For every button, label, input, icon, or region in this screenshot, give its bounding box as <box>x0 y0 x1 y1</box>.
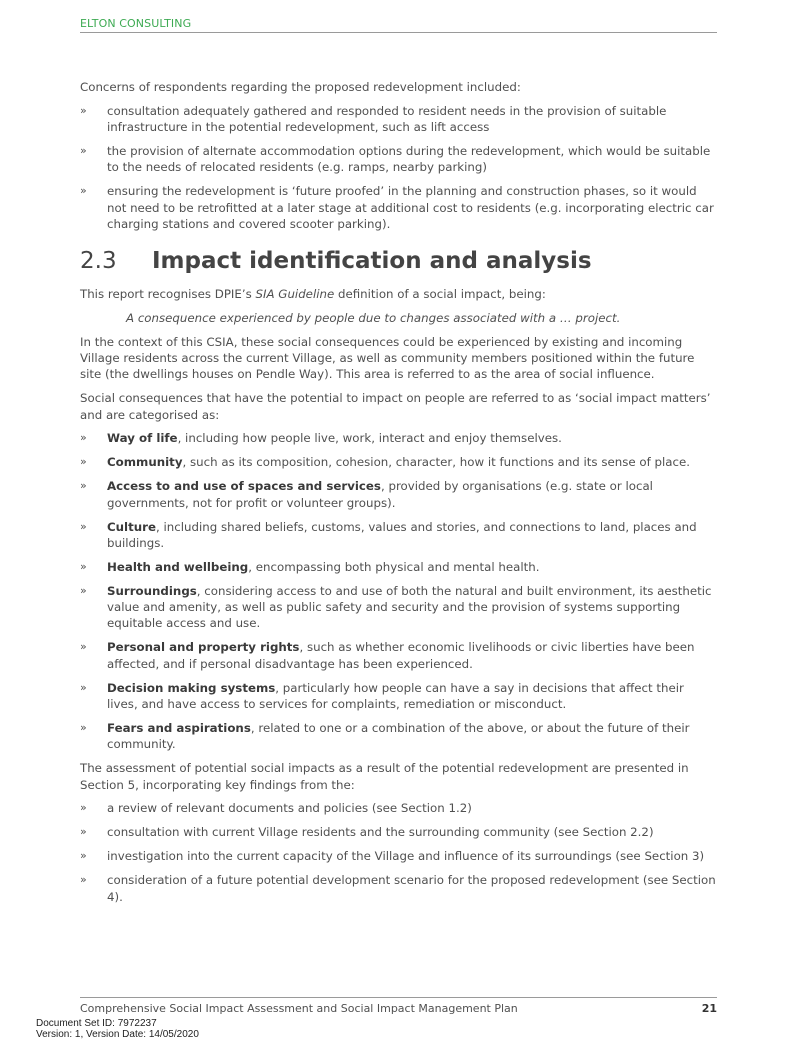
page-footer <box>80 997 717 1015</box>
section-heading <box>80 246 716 276</box>
list-item: » Decision making systems, particularly how people can have a say in decisions that affect their lives, and have access to services for complaints, remediation or misconduct. <box>80 680 684 711</box>
page-header <box>80 17 717 33</box>
page-number: 21 <box>701 1002 717 1015</box>
list-item: » Culture, including shared beliefs, customs, values and stories, and connections to land, places and buildings. <box>80 519 697 550</box>
bullet-icon: » <box>80 431 87 445</box>
list-item: » investigation into the current capacity of the Village and influence of its surroundings (see Section 3) <box>80 849 705 864</box>
categorised-paragraph: Social consequences that have the potential to impact on people are referred to as ‘social impact matters’ and are categorised as: <box>80 391 711 422</box>
bullet-icon: » <box>80 583 87 597</box>
list-item: » consultation with current Village residents and the surrounding community (see Section 2.2) <box>80 825 654 840</box>
concerns-list <box>80 103 716 232</box>
guideline-name: SIA Guideline <box>255 287 335 302</box>
definition-intro: This report recognises DPIE’s SIA Guideline definition of a social impact, being: <box>80 287 546 302</box>
bullet-icon: » <box>80 680 87 694</box>
bullet-icon: » <box>80 849 87 863</box>
list-item: » consideration of a future potential development scenario for the proposed redevelopment (see Section 4). <box>80 873 716 904</box>
bullet-icon: » <box>80 479 87 493</box>
concerns-intro: Concerns of respondents regarding the proposed redevelopment included: <box>80 80 521 94</box>
assessment-intro: The assessment of potential social impacts as a result of the potential redevelopment are presented in Section 5, incorporating key findings from the: <box>80 761 689 792</box>
bullet-icon: » <box>80 873 87 887</box>
list-item: » Surroundings, considering access to and use of both the natural and built environment, its aesthetic value and amenity, as well as public safety and security and the provision of systems supporting equitable access and use. <box>80 583 712 631</box>
list-item: » the provision of alternate accommodation options during the redevelopment, which would be suitable to the needs of relocated residents (e.g. ramps, nearby parking) <box>80 144 711 175</box>
list-item: » Health and wellbeing, encompassing both physical and mental health. <box>80 559 540 574</box>
bullet-icon: » <box>80 103 87 117</box>
list-item: » Access to and use of spaces and services, provided by organisations (e.g. state or local governments, not for profit or volunteer groups). <box>80 479 653 510</box>
list-item: » ensuring the redevelopment is ‘future proofed’ in the planning and construction phases, so it would not need to be retrofitted at a later stage at additional cost to residents (e.g. incorporating electric car charging stations and covered scooter parking). <box>80 184 714 231</box>
bullet-icon: » <box>80 184 87 198</box>
bullet-icon: » <box>80 640 87 654</box>
impact-matters-list <box>80 430 716 752</box>
section-number: 2.3 <box>80 248 117 275</box>
list-item: » Community, such as its composition, cohesion, character, how it functions and its sense of place. <box>80 455 690 470</box>
context-paragraph: In the context of this CSIA, these social consequences could be experienced by existing and incoming Village residents across the current Village, as well as community members positioned within the future site (the dwellings houses on Pendle Way). This area is referred to as the area of social influence. <box>80 334 695 382</box>
list-item: » a review of relevant documents and policies (see Section 1.2) <box>80 801 472 816</box>
version-date: Version: 1, Version Date: 14/05/2020 <box>36 1029 199 1040</box>
list-item: » Way of life, including how people live, work, interact and enjoy themselves. <box>80 431 562 446</box>
bullet-icon: » <box>80 801 87 815</box>
document-set-id: Document Set ID: 7972237 <box>36 1018 157 1029</box>
bullet-icon: » <box>80 144 87 158</box>
bullet-icon: » <box>80 455 87 469</box>
page-content <box>80 79 716 913</box>
bullet-icon: » <box>80 519 87 533</box>
section-title: Impact identification and analysis <box>152 248 592 275</box>
definition-quote: A consequence experienced by people due to changes associated with a … project. <box>126 311 621 326</box>
bullet-icon: » <box>80 720 87 734</box>
list-item: » Fears and aspirations, related to one or a combination of the above, or about the future of their community. <box>80 720 690 752</box>
list-item: » consultation adequately gathered and responded to resident needs in the provision of suitable infrastructure in the potential redevelopment, such as lift access <box>80 103 667 135</box>
bullet-icon: » <box>80 559 87 573</box>
bullet-icon: » <box>80 825 87 839</box>
company-name: ELTON CONSULTING <box>80 17 192 30</box>
findings-list <box>80 800 716 905</box>
footer-title: Comprehensive Social Impact Assessment and Social Impact Management Plan <box>80 1002 518 1015</box>
list-item: » Personal and property rights, such as whether economic livelihoods or civic liberties have been affected, and if personal disadvantage has been experienced. <box>80 640 695 671</box>
